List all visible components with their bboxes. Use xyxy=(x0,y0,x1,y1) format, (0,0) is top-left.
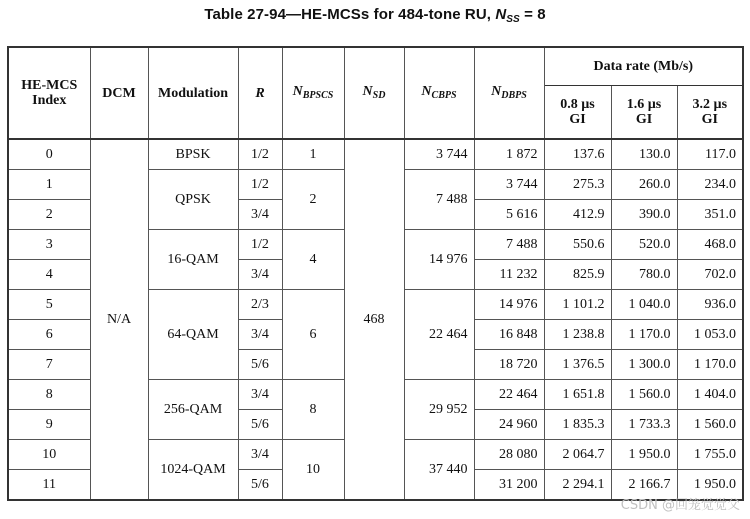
rate-16-cell: 2 166.7 xyxy=(611,470,677,501)
r-cell: 5/6 xyxy=(238,470,282,501)
ndbps-cell: 1 872 xyxy=(474,139,544,170)
rate-08-cell: 275.3 xyxy=(544,170,611,200)
nbpscs-cell: 6 xyxy=(282,290,344,380)
modulation-cell: QPSK xyxy=(148,170,238,230)
r-cell: 5/6 xyxy=(238,350,282,380)
r-cell: 3/4 xyxy=(238,380,282,410)
rate-32-cell: 1 170.0 xyxy=(677,350,743,380)
rate-08-cell: 137.6 xyxy=(544,139,611,170)
rate-16-cell: 1 733.3 xyxy=(611,410,677,440)
rate-32-cell: 1 560.0 xyxy=(677,410,743,440)
header-dcm: DCM xyxy=(90,47,148,139)
mcs-index-cell: 8 xyxy=(8,380,90,410)
header-data-rate: Data rate (Mb/s) xyxy=(544,47,743,86)
rate-16-cell: 1 040.0 xyxy=(611,290,677,320)
mcs-index-cell: 1 xyxy=(8,170,90,200)
header-gi-16: 1.6 µs GI xyxy=(611,86,677,140)
header-gi-32: 3.2 µs GI xyxy=(677,86,743,140)
table-title: Table 27-94—HE-MCSs for 484-tone RU, $N_{SS} = 8$ xyxy=(204,6,546,25)
mcs-index-cell: 9 xyxy=(8,410,90,440)
rate-16-cell: 390.0 xyxy=(611,200,677,230)
modulation-cell: 16-QAM xyxy=(148,230,238,290)
ncbps-cell: 22 464 xyxy=(404,290,474,380)
rate-08-cell: 2 294.1 xyxy=(544,470,611,501)
rate-16-cell: 260.0 xyxy=(611,170,677,200)
nsd-cell: 468 xyxy=(344,139,404,500)
header-nsd: $N_{SD}$ xyxy=(344,47,404,139)
rate-32-cell: 468.0 xyxy=(677,230,743,260)
header-nbpscs: $N_{BPSCS}$ xyxy=(282,47,344,139)
rate-16-cell: 1 170.0 xyxy=(611,320,677,350)
rate-08-cell: 1 835.3 xyxy=(544,410,611,440)
rate-16-cell: 1 300.0 xyxy=(611,350,677,380)
ndbps-cell: 18 720 xyxy=(474,350,544,380)
ndbps-cell: 5 616 xyxy=(474,200,544,230)
r-cell: 1/2 xyxy=(238,170,282,200)
rate-32-cell: 234.0 xyxy=(677,170,743,200)
ncbps-cell: 37 440 xyxy=(404,440,474,501)
ncbps-cell: 3 744 xyxy=(404,139,474,170)
rate-16-cell: 1 560.0 xyxy=(611,380,677,410)
rate-32-cell: 702.0 xyxy=(677,260,743,290)
rate-32-cell: 1 053.0 xyxy=(677,320,743,350)
mcs-index-cell: 3 xyxy=(8,230,90,260)
ncbps-cell: 7 488 xyxy=(404,170,474,230)
mcs-index-cell: 10 xyxy=(8,440,90,470)
rate-16-cell: 520.0 xyxy=(611,230,677,260)
ndbps-cell: 11 232 xyxy=(474,260,544,290)
header-modulation: Modulation xyxy=(148,47,238,139)
rate-08-cell: 1 101.2 xyxy=(544,290,611,320)
rate-08-cell: 2 064.7 xyxy=(544,440,611,470)
ndbps-cell: 24 960 xyxy=(474,410,544,440)
nbpscs-cell: 10 xyxy=(282,440,344,501)
rate-32-cell: 117.0 xyxy=(677,139,743,170)
r-cell: 3/4 xyxy=(238,200,282,230)
ndbps-cell: 16 848 xyxy=(474,320,544,350)
nbpscs-cell: 2 xyxy=(282,170,344,230)
nbpscs-cell: 8 xyxy=(282,380,344,440)
rate-32-cell: 1 950.0 xyxy=(677,470,743,501)
nbpscs-cell: 4 xyxy=(282,230,344,290)
header-ncbps: $N_{CBPS}$ xyxy=(404,47,474,139)
ndbps-cell: 31 200 xyxy=(474,470,544,501)
r-cell: 3/4 xyxy=(238,320,282,350)
r-cell: 5/6 xyxy=(238,410,282,440)
r-cell: 3/4 xyxy=(238,260,282,290)
dcm-cell: N/A xyxy=(90,139,148,500)
rate-08-cell: 1 651.8 xyxy=(544,380,611,410)
mcs-index-cell: 5 xyxy=(8,290,90,320)
ndbps-cell: 3 744 xyxy=(474,170,544,200)
rate-16-cell: 130.0 xyxy=(611,139,677,170)
nbpscs-cell: 1 xyxy=(282,139,344,170)
header-r: R xyxy=(238,47,282,139)
rate-32-cell: 351.0 xyxy=(677,200,743,230)
r-cell: 3/4 xyxy=(238,440,282,470)
rate-08-cell: 825.9 xyxy=(544,260,611,290)
rate-08-cell: 1 376.5 xyxy=(544,350,611,380)
modulation-cell: BPSK xyxy=(148,139,238,170)
mcs-index-cell: 4 xyxy=(8,260,90,290)
ndbps-cell: 22 464 xyxy=(474,380,544,410)
ncbps-cell: 14 976 xyxy=(404,230,474,290)
rate-08-cell: 550.6 xyxy=(544,230,611,260)
mcs-table xyxy=(7,46,744,501)
rate-32-cell: 1 404.0 xyxy=(677,380,743,410)
mcs-index-cell: 7 xyxy=(8,350,90,380)
table-row xyxy=(8,139,743,170)
rate-08-cell: 412.9 xyxy=(544,200,611,230)
modulation-cell: 1024-QAM xyxy=(148,440,238,501)
rate-16-cell: 1 950.0 xyxy=(611,440,677,470)
rate-16-cell: 780.0 xyxy=(611,260,677,290)
ndbps-cell: 28 080 xyxy=(474,440,544,470)
modulation-cell: 256-QAM xyxy=(148,380,238,440)
r-cell: 1/2 xyxy=(238,139,282,170)
r-cell: 2/3 xyxy=(238,290,282,320)
rate-32-cell: 936.0 xyxy=(677,290,743,320)
watermark: CSDN @回笼觉觉父 xyxy=(620,498,740,513)
modulation-cell: 64-QAM xyxy=(148,290,238,380)
header-ndbps: $N_{DBPS}$ xyxy=(474,47,544,139)
ncbps-cell: 29 952 xyxy=(404,380,474,440)
mcs-index-cell: 11 xyxy=(8,470,90,501)
rate-32-cell: 1 755.0 xyxy=(677,440,743,470)
header-mcs-index: HE-MCS Index xyxy=(8,47,90,139)
r-cell: 1/2 xyxy=(238,230,282,260)
mcs-index-cell: 2 xyxy=(8,200,90,230)
mcs-index-cell: 0 xyxy=(8,139,90,170)
header-gi-08: 0.8 µs GI xyxy=(544,86,611,140)
mcs-index-cell: 6 xyxy=(8,320,90,350)
ndbps-cell: 14 976 xyxy=(474,290,544,320)
rate-08-cell: 1 238.8 xyxy=(544,320,611,350)
ndbps-cell: 7 488 xyxy=(474,230,544,260)
